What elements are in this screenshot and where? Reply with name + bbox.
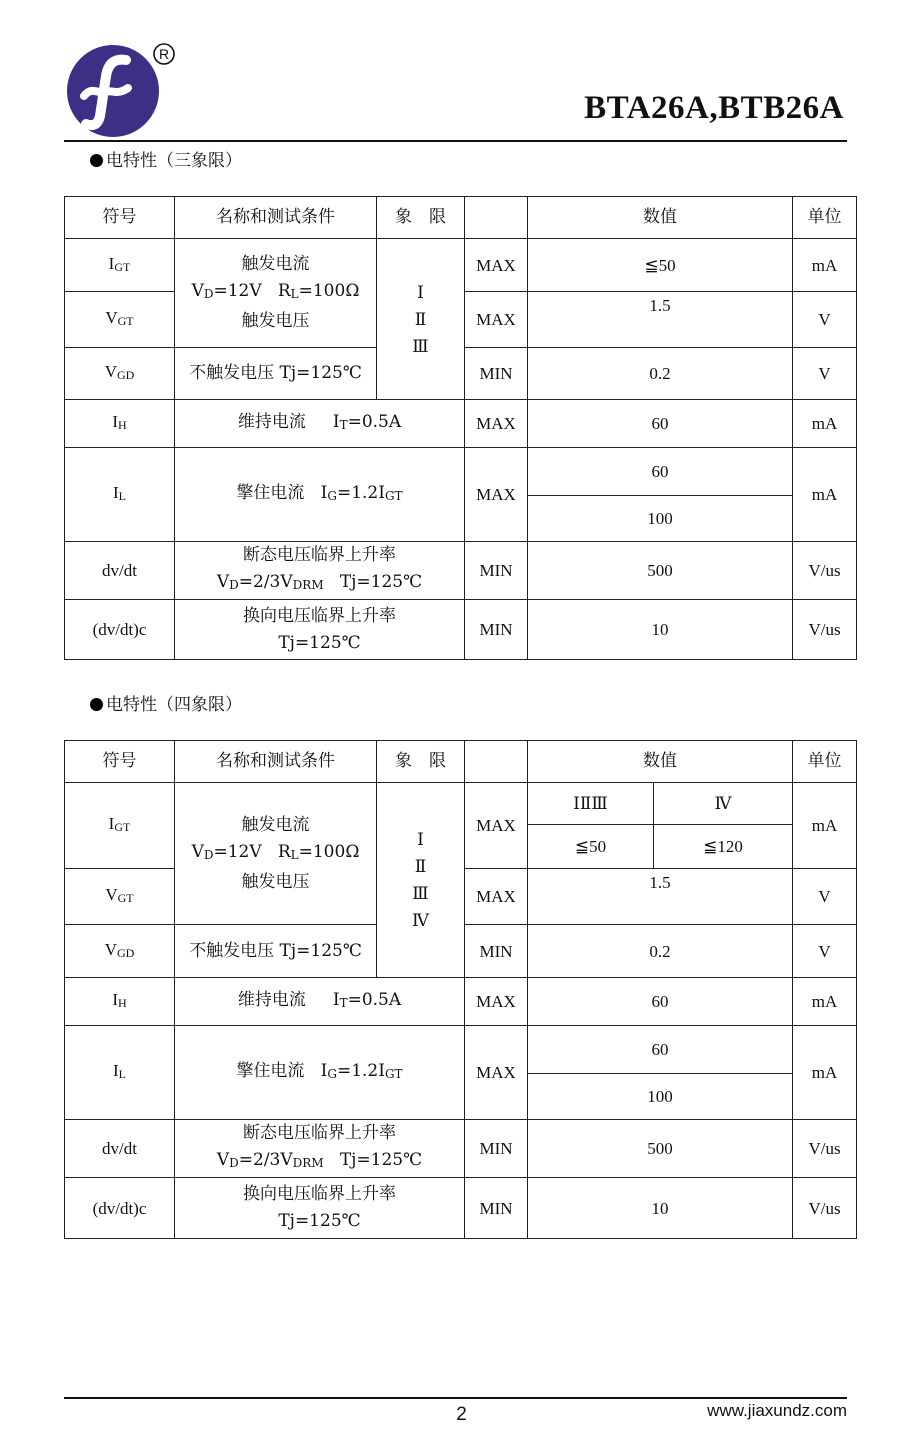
symbol-vgt: $V_{GT}$	[65, 292, 175, 348]
symbol-vgd: $V_{GD}$	[65, 348, 175, 400]
trigger-condition: 触发电流 $V_D=12V$ $R_L=100\Omega$ 触发电压	[175, 239, 377, 348]
quadrant-list: Ⅰ Ⅱ Ⅲ Ⅳ	[377, 783, 465, 978]
spec-table-four-quadrant	[64, 740, 857, 1239]
value-vgt: 1.5	[528, 869, 793, 925]
section-heading-three-quadrant: 电特性（三象限）	[90, 146, 242, 171]
value-vgt: 1.5	[528, 292, 793, 348]
no-trigger-condition: 不触发电压 Tj=125℃	[175, 348, 377, 400]
symbol-igt: $I_{GT}$	[65, 783, 175, 869]
header-unit: 单位	[793, 741, 857, 783]
quadrant-label-4: Ⅳ	[654, 783, 793, 825]
table-row: $I_L$ 擎住电流 $I_G=1.2I_{GT}$ MAX 60 mA	[65, 448, 857, 496]
value-igt-123: ≦50	[528, 825, 654, 869]
symbol-igt: $I_{GT}$	[65, 239, 175, 292]
symbol-ih: $I_H$	[65, 400, 175, 448]
trigger-condition: 触发电流 $V_D=12V$ $R_L=100\Omega$ 触发电压	[175, 783, 377, 925]
value-vgd: 0.2	[528, 348, 793, 400]
header-name: 名称和测试条件	[175, 741, 377, 783]
value-ih: 60	[528, 400, 793, 448]
header-blank	[465, 741, 528, 783]
svg-text:R: R	[158, 46, 170, 62]
section-heading-four-quadrant: 电特性（四象限）	[90, 690, 242, 715]
value-igt-4: ≦120	[654, 825, 793, 869]
value-il-1: 60	[528, 448, 793, 496]
header-value: 数值	[528, 197, 793, 239]
symbol-dvdt: dv/dt	[65, 1120, 175, 1178]
header-name: 名称和测试条件	[175, 197, 377, 239]
table-row: dv/dt 断态电压临界上升率 $V_D=2/3V_{DRM}$ Tj=125℃ MIN 500 V/us	[65, 1120, 857, 1178]
no-trigger-condition: 不触发电压 Tj=125℃	[175, 925, 377, 978]
quadrant-label-123: ⅠⅡⅢ	[528, 783, 654, 825]
table-row: dv/dt 断态电压临界上升率 $V_D=2/3V_{DRM}$ Tj=125℃ MIN 500 V/us	[65, 542, 857, 600]
dvdt-condition: 断态电压临界上升率 $V_D=2/3V_{DRM}$ Tj=125℃	[175, 1120, 465, 1178]
value-il-2: 100	[528, 1074, 793, 1120]
header-quadrant: 象 限	[377, 197, 465, 239]
quadrant-list: Ⅰ Ⅱ Ⅲ	[377, 239, 465, 400]
header-rule	[64, 140, 847, 142]
table-row: $V_{GT}$ MAX 1.5 V	[65, 292, 857, 348]
table-row: $I_H$ 维持电流 $I_T=0.5A$ MAX 60 mA	[65, 400, 857, 448]
page-number: 2	[456, 1404, 467, 1425]
table-row: $V_{GD}$ 不触发电压 Tj=125℃ MIN 0.2 V	[65, 925, 857, 978]
symbol-comm: (dv/dt)c	[65, 1178, 175, 1239]
symbol-ih: $I_H$	[65, 978, 175, 1026]
footer-rule	[64, 1397, 847, 1399]
dvdt-condition: 断态电压临界上升率 $V_D=2/3V_{DRM}$ Tj=125℃	[175, 542, 465, 600]
header-quadrant: 象 限	[377, 741, 465, 783]
table-row: $I_{GT}$ 触发电流 $V_D=12V$ $R_L=100\Omega$ 触发电压 Ⅰ Ⅱ Ⅲ MAX ≦50 mA	[65, 239, 857, 292]
latch-condition: 擎住电流 $I_G=1.2I_{GT}$	[175, 448, 465, 542]
value-comm: 10	[528, 1178, 793, 1239]
table-row: $V_{GT}$ MAX 1.5 V	[65, 869, 857, 925]
value-ih: 60	[528, 978, 793, 1026]
table-header-row	[65, 741, 857, 783]
website-url: www.jiaxundz.com	[707, 1401, 847, 1420]
value-igt: ≦50	[528, 239, 793, 292]
header-blank	[465, 197, 528, 239]
table-row: (dv/dt)c 换向电压临界上升率 Tj=125℃ MIN 10 V/us	[65, 1178, 857, 1239]
hold-condition: 维持电流 $I_T=0.5A$	[175, 400, 465, 448]
company-logo	[66, 44, 160, 138]
header-unit: 单位	[793, 197, 857, 239]
table-row: (dv/dt)c 换向电压临界上升率 Tj=125℃ MIN 10 V/us	[65, 600, 857, 660]
latch-condition: 擎住电流 $I_G=1.2I_{GT}$	[175, 1026, 465, 1120]
bullet-icon	[90, 698, 103, 711]
bullet-icon	[90, 154, 103, 167]
comm-condition: 换向电压临界上升率 Tj=125℃	[175, 600, 465, 660]
value-il-2: 100	[528, 496, 793, 542]
table-header-row	[65, 197, 857, 239]
symbol-comm: (dv/dt)c	[65, 600, 175, 660]
comm-condition: 换向电压临界上升率 Tj=125℃	[175, 1178, 465, 1239]
value-dvdt: 500	[528, 542, 793, 600]
spec-table-three-quadrant	[64, 196, 857, 660]
symbol-vgt: $V_{GT}$	[65, 869, 175, 925]
header-symbol: 符号	[65, 741, 175, 783]
table-row: $I_{GT}$ 触发电流 $V_D=12V$ $R_L=100\Omega$ 触发电压 Ⅰ Ⅱ Ⅲ Ⅳ MAX ⅠⅡⅢ Ⅳ mA	[65, 783, 857, 825]
symbol-vgd: $V_{GD}$	[65, 925, 175, 978]
symbol-il: $I_L$	[65, 448, 175, 542]
table-row: $I_L$ 擎住电流 $I_G=1.2I_{GT}$ MAX 60 mA	[65, 1026, 857, 1074]
value-dvdt: 500	[528, 1120, 793, 1178]
table-row: $I_H$ 维持电流 $I_T=0.5A$ MAX 60 mA	[65, 978, 857, 1026]
document-title: BTA26A,BTB26A	[584, 90, 844, 126]
header-value: 数值	[528, 741, 793, 783]
header-symbol: 符号	[65, 197, 175, 239]
value-vgd: 0.2	[528, 925, 793, 978]
hold-condition: 维持电流 $I_T=0.5A$	[175, 978, 465, 1026]
registered-mark-icon	[152, 42, 176, 66]
symbol-dvdt: dv/dt	[65, 542, 175, 600]
value-il-1: 60	[528, 1026, 793, 1074]
table-row: $V_{GD}$ 不触发电压 Tj=125℃ MIN 0.2 V	[65, 348, 857, 400]
value-comm: 10	[528, 600, 793, 660]
symbol-il: $I_L$	[65, 1026, 175, 1120]
